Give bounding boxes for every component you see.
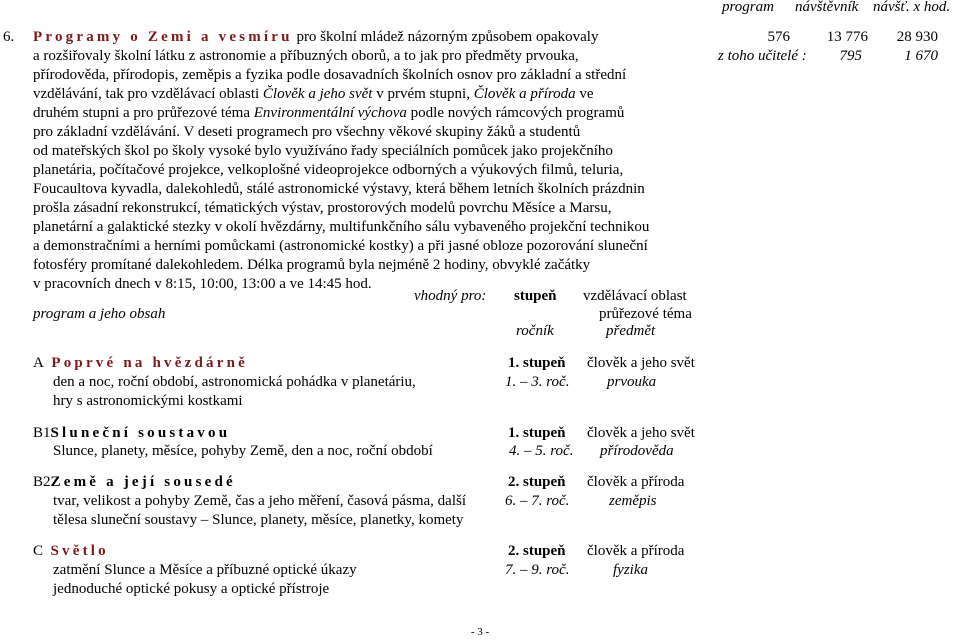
- program-desc: Slunce, planety, měsíce, pohyby Země, den a noc, roční období: [53, 443, 433, 459]
- paragraph-line: [33, 104, 624, 123]
- table-header-vzdelavaci-oblast: vzdělávací oblast: [583, 288, 687, 304]
- program-oblast: člověk a jeho svět: [587, 425, 695, 441]
- page-number: - 3 -: [470, 626, 490, 638]
- program-oblast: člověk a jeho svět: [587, 355, 695, 371]
- program-desc: den a noc, roční období, astronomická pohádka v planetáriu,: [53, 374, 416, 390]
- text-span: podle nových rámcových programů: [410, 105, 625, 121]
- section-title: Programy o Zemi a vesmíru: [33, 29, 293, 45]
- program-desc: zatmění Slunce a Měsíce a příbuzné optické úkazy: [53, 562, 357, 578]
- program-code: B1: [33, 425, 51, 441]
- text-span: v prvém stupni,: [376, 86, 470, 102]
- paragraph-line: přírodověda, přírodopis, zeměpis a fyzika podle dosavadních školních osnov pro základní a střední: [33, 67, 627, 83]
- table-header-vhodny-pro: vhodný pro:: [414, 288, 487, 304]
- program-rocnik: 7. – 9. roč.: [505, 562, 570, 578]
- program-oblast: člověk a příroda: [587, 543, 685, 559]
- program-predmet: prvouka: [607, 374, 657, 390]
- italic-term: Environmentální výchova: [253, 105, 407, 121]
- program-stupen: 1. stupeň: [508, 355, 566, 371]
- paragraph-line: v pracovních dnech v 8:15, 10:00, 13:00 a ve 14:45 hod.: [33, 276, 372, 292]
- text-span: druhém stupni a pro průřezové téma: [33, 105, 251, 121]
- paragraph-line: a rozšiřovaly školní látku z astronomie a příbuzných oborů, a to jak pro předměty prvouka,: [33, 48, 579, 64]
- stat-navst-x-hod: 28 930: [896, 29, 938, 45]
- program-b1-title-row: [33, 424, 230, 442]
- program-desc: jednoduché optické pokusy a optické přístroje: [53, 581, 330, 597]
- paragraph-line: od mateřských škol po školy vysoké bylo využíváno řady speciálních pomůcek jako projekčního: [33, 143, 613, 159]
- paragraph-line: [33, 123, 580, 142]
- program-code: C: [33, 543, 44, 559]
- text-span: vzdělávání, tak pro vzdělávací oblasti: [33, 86, 260, 102]
- paragraph-line: fotosféry promítané dalekohledem. Délka programů byla nejméně 2 hodiny, obvyklé začátky: [33, 257, 591, 273]
- program-rocnik: 1. – 3. roč.: [505, 374, 570, 390]
- italic-term: Člověk a příroda: [473, 86, 576, 102]
- section-number: 6.: [3, 29, 15, 45]
- header-navstevnik: návštěvník: [795, 0, 859, 15]
- paragraph-line: [33, 85, 594, 104]
- program-code: B2: [33, 474, 51, 490]
- program-title: Poprvé na hvězdárně: [51, 355, 248, 371]
- section-title-rest: pro školní mládež názorným způsobem opakovaly: [296, 29, 599, 45]
- text-span: V deseti programech pro všechny věkové skupiny žáků a studentů: [183, 124, 581, 140]
- program-title: Světlo: [50, 543, 109, 559]
- paragraph-line: Foucaultova kyvadla, dalekohledů, stálé astronomické výstavy, která během letních školních prázdnin: [33, 181, 645, 197]
- program-rocnik: 6. – 7. roč.: [505, 493, 570, 509]
- text-span: ve: [579, 86, 594, 102]
- paragraph-line: prošla zásadní rekonstrukcí, tématických výstav, prostorových modelů povrchu Měsíce a Marsu,: [33, 200, 612, 216]
- stat-teachers-navstevnik: 795: [839, 48, 862, 64]
- program-desc: tvar, velikost a pohyby Země, čas a jeho měření, časová pásma, další: [53, 493, 467, 509]
- program-code: A: [33, 355, 44, 371]
- program-desc: tělesa sluneční soustavy – Slunce, planety, měsíce, planetky, komety: [53, 512, 464, 528]
- program-stupen: 1. stupeň: [508, 425, 566, 441]
- paragraph-line: planetária, počítačové projekce, velkoplošné videoprojekce odborných a výukových filmů, teluria,: [33, 162, 624, 178]
- section-heading: [33, 28, 598, 46]
- paragraph-line: a demonstračními a herními pomůckami (astronomické kostky) a při jasné obloze pozorování sluneční: [33, 238, 648, 254]
- table-header-stupen: stupeň: [514, 288, 557, 304]
- program-c-title-row: [33, 542, 109, 560]
- italic-term: Člověk a jeho svět: [262, 86, 373, 102]
- stat-program: 576: [767, 29, 790, 45]
- text-span: pro základní vzdělávání.: [33, 124, 181, 140]
- program-stupen: 2. stupeň: [508, 474, 566, 490]
- program-title: Země a její sousedé: [50, 474, 236, 490]
- program-oblast: člověk a příroda: [587, 474, 685, 490]
- program-predmet: zeměpis: [609, 493, 657, 509]
- program-title: Sluneční soustavou: [50, 425, 231, 441]
- table-header-rocnik: ročník: [516, 323, 554, 339]
- table-header-prurezove-tema: průřezové téma: [599, 306, 692, 322]
- stat-teachers-navst-x-hod: 1 670: [904, 48, 938, 64]
- program-stupen: 2. stupeň: [508, 543, 566, 559]
- program-predmet: fyzika: [613, 562, 648, 578]
- table-header-program-obsah: program a jeho obsah: [33, 306, 166, 322]
- program-desc: hry s astronomickými kostkami: [53, 393, 243, 409]
- header-program: program: [722, 0, 774, 15]
- program-predmet: přírodověda: [600, 443, 674, 459]
- paragraph-line: planetární a galaktické stezky v okolí hvězdárny, multifunkčního sálu vybaveného projekční technikou: [33, 219, 650, 235]
- program-b2-title-row: [33, 473, 236, 491]
- table-header-predmet: předmět: [606, 323, 656, 339]
- teachers-label: z toho učitelé :: [718, 48, 807, 64]
- header-navst-x-hod: návšť. x hod.: [873, 0, 951, 15]
- program-rocnik: 4. – 5. roč.: [509, 443, 574, 459]
- stat-navstevnik: 13 776: [826, 29, 868, 45]
- program-a-title-row: [33, 354, 248, 372]
